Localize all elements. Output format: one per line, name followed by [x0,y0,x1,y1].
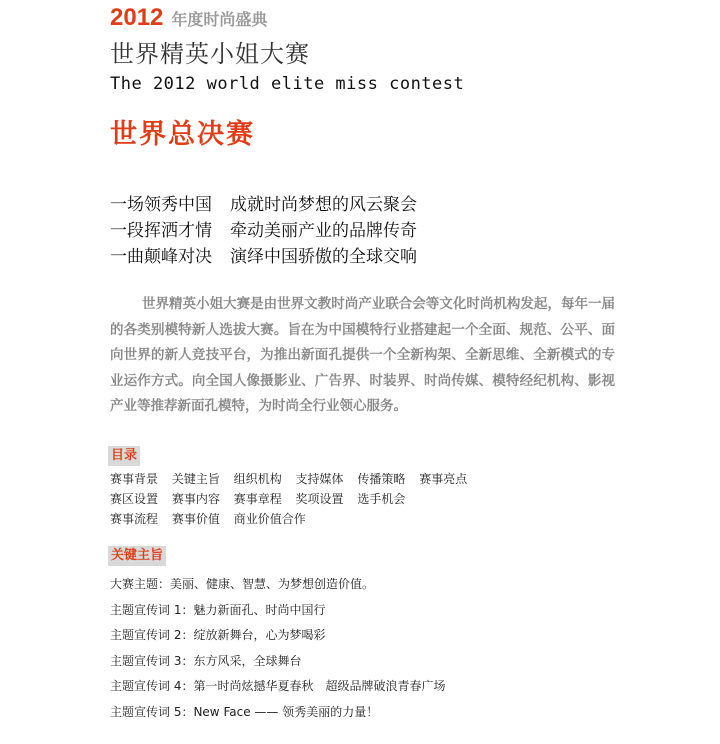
header-year: 2012 [110,4,164,31]
slogan-line [110,242,417,268]
theme-line: 大赛主题：美丽、健康、智慧、为梦想创造价值。 [110,577,375,591]
toc-link[interactable]: 关键主旨 [171,472,220,486]
header-year-row [110,4,267,34]
toc-link[interactable]: 选手机会 [357,492,406,506]
theme-line: 主题宣传词 5：New Face —— 领秀美丽的力量！ [110,704,379,719]
title-chinese: 世界精英小姐大赛 [110,40,310,68]
finals-heading: 世界总决赛 [110,119,255,150]
toc-link[interactable]: 赛事价值 [171,512,220,526]
slogan-line [110,216,417,242]
toc-link[interactable]: 奖项设置 [295,492,344,506]
theme-line: 主题宣传词 4：第一时尚炫撼华夏春秋 超级品牌破浪青春广场 [110,679,446,693]
toc-link[interactable]: 赛区设置 [110,492,159,506]
slogan-part: 一曲颠峰对决 [110,247,212,267]
theme-line: 主题宣传词 2：绽放新舞台，心为梦喝彩 [110,628,326,642]
title-english: The 2012 world elite miss contest [110,74,465,94]
slogan-part: 一场领秀中国 [110,195,212,215]
slogan-list [110,190,417,268]
toc-link[interactable]: 赛事内容 [171,492,220,506]
toc-link[interactable]: 赛事亮点 [419,472,468,486]
slogan-part: 一段挥洒才情 [110,221,212,241]
toc-link[interactable]: 赛事背景 [110,472,159,486]
slogan-part: 成就时尚梦想的风云聚会 [230,195,417,215]
header-year-subtitle: 年度时尚盛典 [171,10,268,29]
intro-paragraph: 世界精英小姐大赛是由世界文教时尚产业联合会等文化时尚机构发起，每年一届的各类别模特新人选拔大赛。旨在为中国模特行业搭建起一个全面、规范、公平、面向世界的新人竞技平台，为推出新面孔提供一个全新构架、全新思维、全新模式的专业运作方式。向全国人像摄影业、广告界、时装界、时尚传媒、模特经纪机构、影视产业等推荐新面孔模特，为时尚全行业领心服务。 [110,296,615,414]
toc-label: 目录 [108,446,140,466]
toc-link[interactable]: 赛事章程 [233,492,282,506]
theme-line: 主题宣传词 1：魅力新面孔、时尚中国行 [110,602,326,617]
toc-link[interactable]: 商业价值合作 [233,512,306,526]
toc-row [110,469,477,489]
slogan-part: 演绎中国骄傲的全球交响 [230,247,417,267]
toc-link[interactable]: 赛事流程 [110,512,159,526]
toc [110,469,477,529]
toc-link[interactable]: 支持媒体 [295,472,344,486]
slogan-line [110,190,417,216]
toc-row [110,489,477,509]
theme-line: 主题宣传词 3：东方风采，全球舞台 [110,653,302,668]
key-points-list [110,574,445,727]
slogan-part: 牵动美丽产业的品牌传奇 [230,221,417,241]
toc-row [110,509,477,529]
toc-link[interactable]: 传播策略 [357,472,406,486]
key-points-label: 关键主旨 [108,546,166,566]
toc-link[interactable]: 组织机构 [233,472,282,486]
